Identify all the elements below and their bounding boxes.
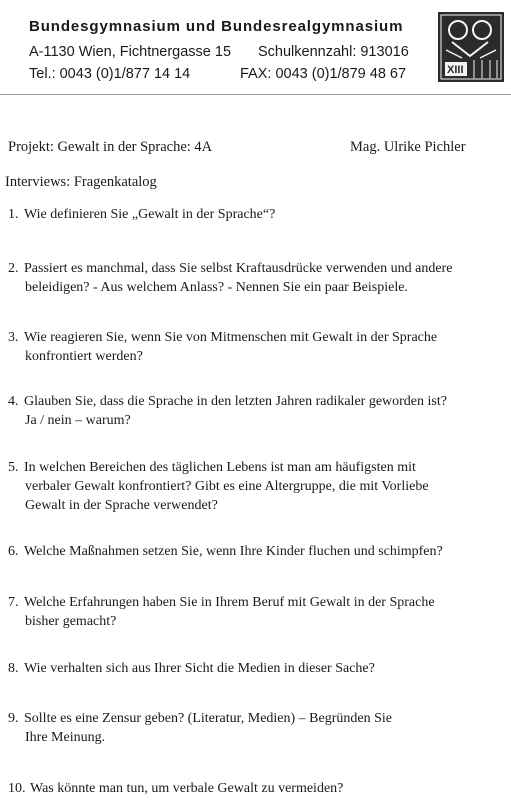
question-text: Glauben Sie, dass die Sprache in den letzten Jahren radikaler geworden ist?: [24, 394, 447, 409]
header-divider: [0, 94, 511, 95]
question-text: verbaler Gewalt konfrontiert? Gibt es eine Altergruppe, die mit Vorliebe: [25, 479, 429, 494]
question-item: [8, 542, 478, 561]
question-text: Passiert es manchmal, dass Sie selbst Kraftausdrücke verwenden und andere: [24, 261, 453, 276]
question-text: Welche Maßnahmen setzen Sie, wenn Ihre Kinder fluchen und schimpfen?: [24, 544, 443, 559]
question-text: Welche Erfahrungen haben Sie in Ihrem Beruf mit Gewalt in der Sprache: [24, 595, 435, 610]
question-text: Wie verhalten sich aus Ihrer Sicht die Medien in dieser Sache?: [24, 661, 375, 676]
question-item: [8, 709, 478, 747]
fax-number: FAX: 0043 (0)1/879 48 67: [240, 66, 407, 82]
question-text: konfrontiert werden?: [25, 349, 143, 364]
school-code: Schulkennzahl: 913016: [258, 44, 409, 60]
question-item: [8, 392, 478, 430]
question-text: Was könnte man tun, um verbale Gewalt zu vermeiden?: [30, 781, 344, 796]
question-number: 5.: [8, 460, 19, 475]
question-text: Wie definieren Sie „Gewalt in der Sprache“?: [24, 207, 276, 222]
svg-text:XIII: XIII: [447, 64, 464, 76]
question-number: 10.: [8, 781, 26, 796]
question-number: 1.: [8, 207, 19, 222]
question-item: [8, 328, 478, 366]
school-name: Bundesgymnasium und Bundesrealgymnasium: [29, 18, 404, 35]
question-item: [8, 659, 478, 678]
question-item: [8, 779, 478, 798]
question-item: [8, 259, 478, 297]
question-number: 6.: [8, 544, 19, 559]
question-number: 3.: [8, 330, 19, 345]
school-address: A-1130 Wien, Fichtnergasse 15: [29, 44, 232, 60]
question-item: [8, 205, 478, 224]
question-text: Sollte es eine Zensur geben? (Literatur, Medien) – Begründen Sie: [24, 711, 392, 726]
question-item: [8, 593, 478, 631]
question-number: 4.: [8, 394, 19, 409]
question-text: Ihre Meinung.: [25, 730, 106, 745]
question-text: Wie reagieren Sie, wenn Sie von Mitmenschen mit Gewalt in der Sprache: [24, 330, 438, 345]
project-title: Projekt: Gewalt in der Sprache: 4A: [8, 139, 213, 155]
question-number: 7.: [8, 595, 19, 610]
phone-number: Tel.: 0043 (0)1/877 14 14: [29, 66, 191, 82]
question-text: Gewalt in der Sprache verwendet?: [25, 498, 218, 513]
letterhead: [0, 0, 511, 96]
question-number: 9.: [8, 711, 19, 726]
question-text: bisher gemacht?: [25, 614, 117, 629]
question-number: 2.: [8, 261, 19, 276]
document-subtitle: Interviews: Fragenkatalog: [5, 174, 157, 190]
question-text: beleidigen? - Aus welchem Anlass? - Nennen Sie ein paar Beispiele.: [25, 280, 408, 295]
school-logo: [438, 12, 504, 82]
question-item: [8, 458, 478, 515]
question-number: 8.: [8, 661, 19, 676]
question-text: In welchen Bereichen des täglichen Lebens ist man am häufigsten mit: [24, 460, 416, 475]
question-text: Ja / nein – warum?: [25, 413, 131, 428]
teacher-name: Mag. Ulrike Pichler: [350, 139, 466, 155]
